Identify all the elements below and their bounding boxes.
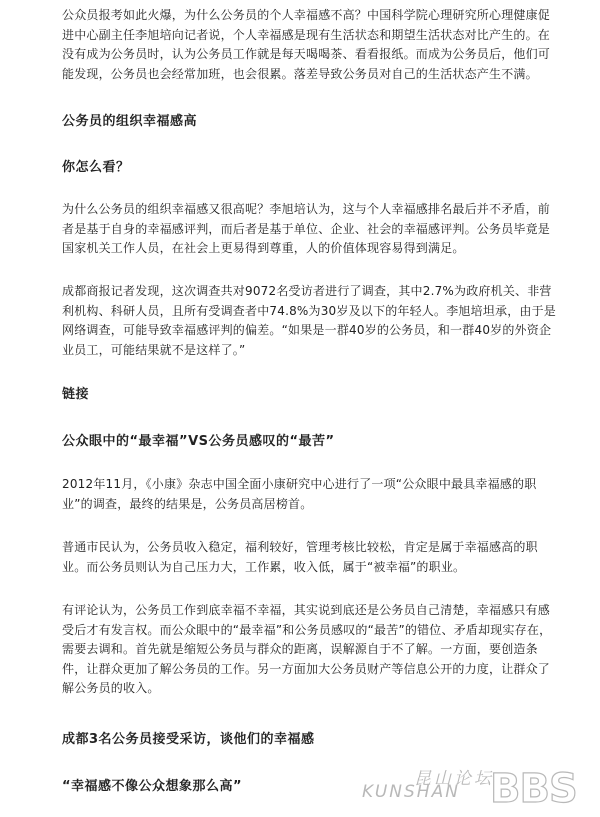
watermark-bbs: BBS: [490, 766, 577, 812]
heading-interviews: 成都3名公务员接受采访，谈他们的幸福感: [62, 732, 315, 747]
heading-links: 链接: [62, 387, 90, 402]
paragraph-commentary: 有评论认为，公务员工作到底幸福不幸福，其实说到底还是公务员自己清楚，幸福感只有感受后才有发言权。而公众眼中的“最幸福”和公务员感叹的“最苦”的错位、矛盾却现实存在，需要去调和。首先就是缩短公务员与群众的距离，误解源自于不了解。一方面，要创造条件，让群众更加了解公务员的工作。另一方面加大公务员财产等信息公开的力度，让群众了解公务员的收入。: [62, 603, 552, 696]
watermark-chinese: 昆山论坛: [414, 769, 494, 789]
paragraph-xiaokang-survey: 2012年11月，《小康》杂志中国全面小康研究中心进行了一项“公众眼中最具幸福感的职业”的调查，最终的结果是，公务员高居榜首。: [62, 477, 537, 511]
paragraph-organizational: 为什么公务员的组织幸福感又很高呢？李旭培认为，这与个人幸福感排名最后并不矛盾，前者是基于自身的幸福感评判，而后者是基于单位、企业、社会的幸福感评判。公务员毕竟是国家机关工作人员，在社会上更易得到尊重，人的价值体现容易得到满足。: [62, 202, 551, 256]
watermark-english: KUNSHAN: [362, 782, 460, 802]
heading-organizational-happiness: 公务员的组织幸福感高: [62, 114, 198, 129]
paragraph-survey: 成都商报记者发现，这次调查共对9072名受访者进行了调查，其中2.7%为政府机关、非营利机构、科研人员，且所有受调查者中74.8%为30岁及以下的年轻人。李旭培坦承，由于是网络调查，可能导致幸福感评判的偏差。“如果是一群40岁的公务员，和一群40岁的外资企业员工，可能结果就不是这样了。”: [62, 284, 556, 357]
heading-your-view: 你怎么看？: [62, 160, 130, 175]
heading-happiest-vs-hardest: 公众眼中的“最幸福”VS公务员感叹的“最苦”: [62, 434, 335, 449]
paragraph-intro: 公众员报考如此火爆，为什么公务员的个人幸福感不高？中国科学院心理研究所心理健康促进中心副主任李旭培向记者说，个人幸福感是现有生活状态和期望生活状态对比产生的。在没有成为公务员时，认为公务员工作就是每天喝喝茶、看看报纸。而成为公务员后，他们可能发现，公务员也会经常加班，也会很累。落差导致公务员对自己的生活状态产生不满。: [62, 8, 551, 81]
paragraph-public-view: 普通市民认为，公务员收入稳定，福利较好，管理考核比较松，肯定是属于幸福感高的职业。而公务员则认为自己压力大，工作累，收入低，属于“被幸福”的职业。: [62, 540, 538, 574]
kunshan-bbs-watermark: [362, 764, 577, 814]
heading-quote: “幸福感不像公众想象那么高”: [62, 779, 243, 794]
